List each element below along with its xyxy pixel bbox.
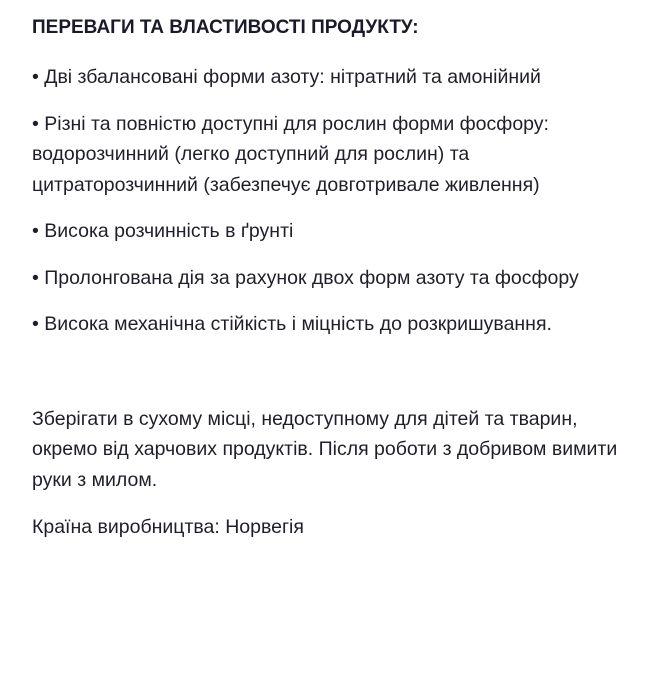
country-of-origin: Країна виробництва: Норвегія <box>32 516 304 538</box>
product-description <box>32 14 622 543</box>
benefits-heading: ПЕРЕВАГИ ТА ВЛАСТИВОСТІ ПРОДУКТУ: <box>32 17 419 38</box>
benefits-list <box>32 62 622 340</box>
storage-instructions: Зберігати в сухому місці, недоступному для дітей та тварин, окремо від харчових продуктів. Після роботи з добривом вимити руки з милом. <box>32 407 618 491</box>
benefit-item-nitrogen-forms: • Дві збалансовані форми азоту: нітратний та амонійний <box>32 66 541 88</box>
benefit-item-prolonged-action: • Пролонгована дія за рахунок двох форм азоту та фосфору <box>32 266 579 289</box>
benefit-item-phosphorus-forms: • Різні та повністю доступні для рослин форми фосфору: водорозчинний (легко доступний для рослин) та цитраторозчинний (забезпечує довготривале живлення) <box>32 112 549 196</box>
benefit-item-mechanical-strength: • Висока механічна стійкість і міцність до розкришування. <box>32 313 552 335</box>
benefit-item-solubility: • Висока розчинність в ґрунті <box>32 220 294 242</box>
